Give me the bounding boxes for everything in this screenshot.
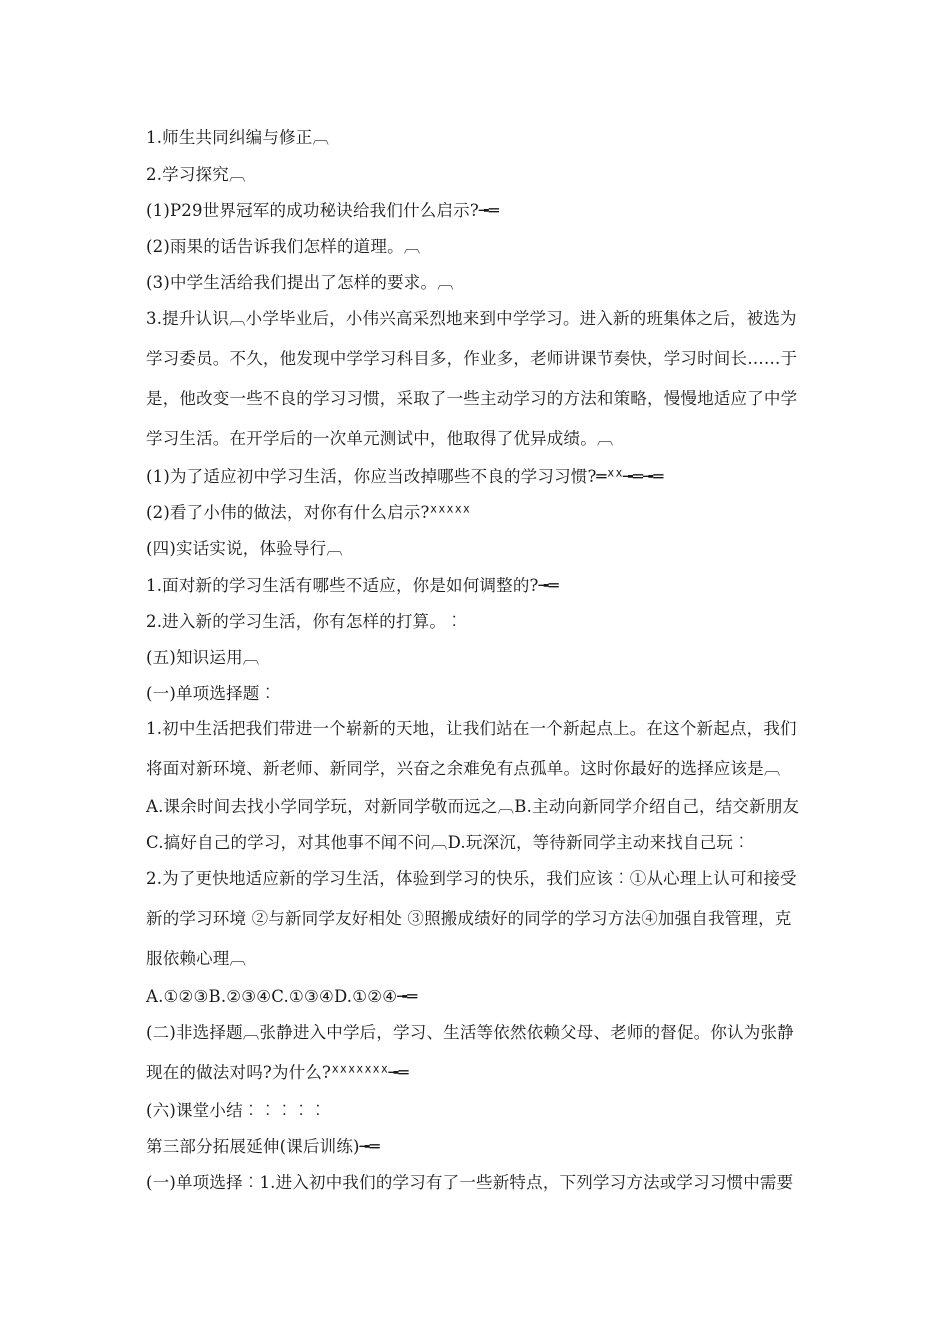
text-line: (一)单项选择︰1.进入初中我们的学习有了一些新特点，下列学习方法或学习习惯中需要 bbox=[146, 1173, 794, 1192]
text-line: 3.提升认识︹小学毕业后，小伟兴高采烈地来到中学学习。进入新的班集体之后，被选为 bbox=[146, 309, 797, 328]
text-line: 服依赖心理︹ bbox=[146, 949, 247, 968]
text-line: C.搞好自己的学习，对其他事不闻不问︹D.玩深沉，等待新同学主动来找自己玩︰ bbox=[146, 833, 750, 852]
text-line: 新的学习环境 ②与新同学友好相处 ③照搬成绩好的同学的学习方法④加强自我管理，克 bbox=[146, 909, 792, 928]
text-line: (五)知识运用︹ bbox=[146, 648, 260, 667]
text-line: (四)实话实说，体验导行︹ bbox=[146, 539, 343, 558]
text-line: A.①②③B.②③④C.①③④D.①②④╼═ bbox=[146, 987, 418, 1006]
text-line: 1.师生共同纠编与修正︹ bbox=[146, 128, 330, 147]
text-line: 将面对新环境、新老师、新同学，兴奋之余难免有点孤单。这时你最好的选择应该是︹ bbox=[146, 759, 781, 778]
text-line: (1)为了适应初中学习生活，你应当改掉哪些不良的学习习惯?═ᕁᕁ╼═╼═ bbox=[146, 467, 664, 486]
text-line: (2)看了小伟的做法，对你有什么启示?ᕁᕁᕁᕁᕁ bbox=[146, 503, 471, 522]
text-line: (一)单项选择题︰ bbox=[146, 684, 277, 703]
text-line: (六)课堂小结︰︰︰︰︰ bbox=[146, 1101, 327, 1120]
text-line: A.课余时间去找小学同学玩，对新同学敬而远之︹B.主动向新同学介绍自己，结交新朋友 bbox=[146, 797, 800, 816]
text-line: 现在的做法对吗?为什么?ᕁᕁᕁᕁᕁᕁᕁ╼═ bbox=[146, 1063, 409, 1082]
text-line: (二)非选择题︹张静进入中学后，学习、生活等依然依赖父母、老师的督促。你认为张静 bbox=[146, 1023, 794, 1042]
text-line: 2.为了更快地适应新的学习生活，体验到学习的快乐，我们应该︰①从心理上认可和接受 bbox=[146, 869, 797, 888]
text-line: 1.初中生活把我们带进一个崭新的天地，让我们站在一个新起点上。在这个新起点，我们 bbox=[146, 719, 797, 738]
text-line: 是，他改变一些不良的学习习惯，采取了一些主动学习的方法和策略，慢慢地适应了中学 bbox=[146, 389, 798, 408]
text-line: 1.面对新的学习生活有哪些不适应，你是如何调整的?╼═ bbox=[146, 576, 559, 595]
text-line: 第三部分拓展延伸(课后训练)╼═ bbox=[146, 1137, 380, 1156]
text-line: (1)P29世界冠军的成功秘诀给我们什么启示?╼═ bbox=[146, 201, 500, 220]
text-line: (2)雨果的话告诉我们怎样的道理。︹ bbox=[146, 237, 421, 256]
text-line: (3)中学生活给我们提出了怎样的要求。︹ bbox=[146, 273, 454, 292]
text-line: 学习委员。不久，他发现中学学习科目多，作业多，老师讲课节奏快，学习时间长……于 bbox=[146, 349, 798, 368]
text-line: 2.进入新的学习生活，你有怎样的打算。︰ bbox=[146, 612, 463, 631]
text-line: 2.学习探究︹ bbox=[146, 165, 246, 184]
text-line: 学习生活。在开学后的一次单元测试中，他取得了优异成绩。︹ bbox=[146, 429, 614, 448]
